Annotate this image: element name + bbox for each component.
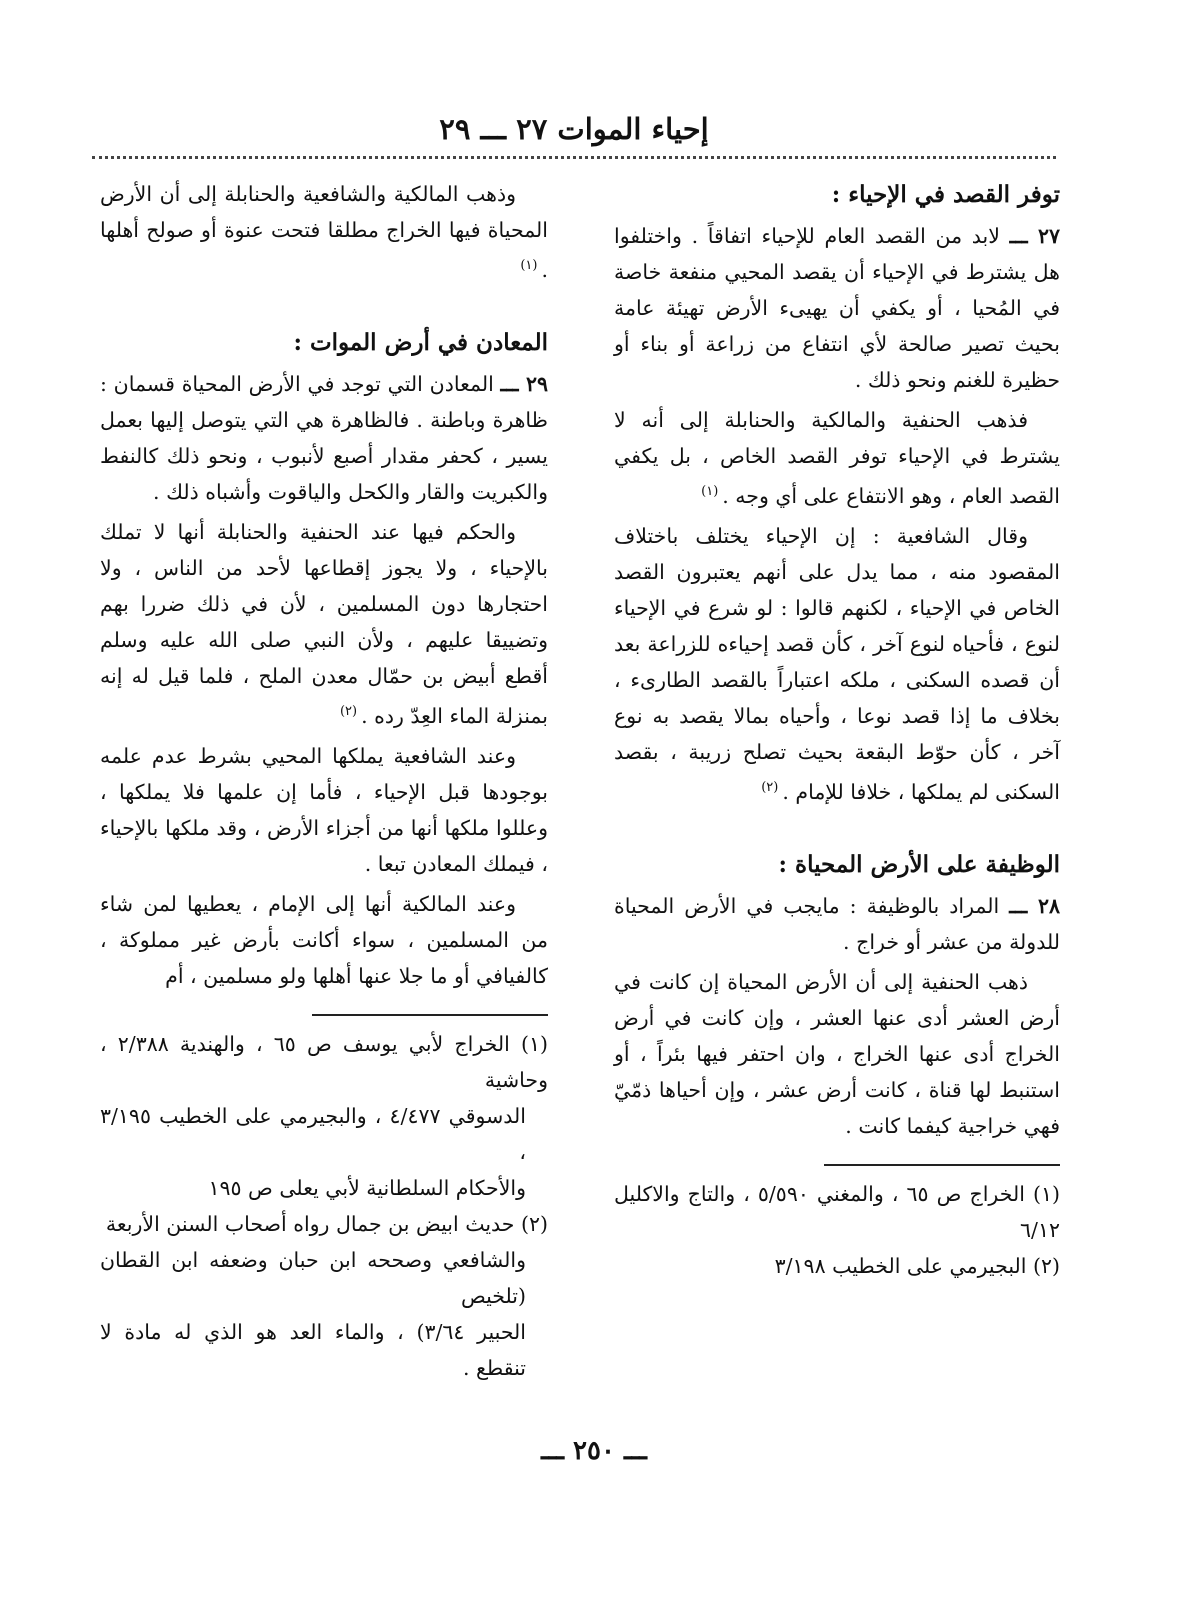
- paragraph-minerals-ruling: [100, 514, 548, 734]
- section-heading-tax: الوظيفة على الأرض المحياة :: [778, 850, 1060, 878]
- paragraph-shafii-view: [614, 518, 1060, 810]
- footnote-rule-right: [824, 1164, 1060, 1166]
- footnote-ref-left-2: (٢): [339, 703, 358, 719]
- header-dotted-rule: [92, 156, 1056, 159]
- paragraph-hanafi-view-text: فذهب الحنفية والمالكية والحنابلة إلى أنه لا يشترط في الإحياء توفر القصد الخاص ، بل يكفي القصد العام ، وهو الانتفاع على أي وجه .: [614, 408, 1060, 508]
- page-number: ـــ ٢٥٠ ـــ: [541, 1436, 647, 1466]
- paragraph-shafii-minerals: وعند الشافعية يملكها المحيي بشرط عدم علمه بوجودها قبل الإحياء ، فأما إن علمها فلا يملكها ، وعللوا ملكها أنها من أجزاء الأرض ، وقد ملكها بالإحياء ، فيملك المعادن تبعا .: [100, 743, 548, 876]
- footnote-left-2a: (٢) حديث ابيض بن جمال رواه أصحاب السنن الأربعة: [105, 1211, 548, 1236]
- item-number-29: ٢٩ ـــ: [500, 371, 548, 396]
- item-number-27: ٢٧ ـــ: [1009, 224, 1060, 248]
- paragraph-28-text: المراد بالوظيفة : مايجب في الأرض المحياة للدولة من عشر أو خراج .: [614, 893, 1060, 954]
- paragraph-maliki-minerals: وعند المالكية أنها إلى الإمام ، يعطيها لمن شاء من المسلمين ، سواء أكانت بأرض غير مملوكة ، كالفيافي أو ما جلا عنها أهلها ولو مسلمين ، أم: [100, 891, 548, 988]
- section-heading-intent: توفر القصد في الإحياء :: [831, 181, 1060, 208]
- footnote-ref-1: (١): [701, 484, 719, 499]
- paragraph-29: [100, 366, 548, 510]
- footnote-ref-2: (٢): [761, 779, 779, 795]
- footnote-left-2c: الحبير ٣/٦٤) ، والماء العد هو الذي له مادة لا تنقطع .: [100, 1319, 527, 1380]
- paragraph-maliki-tax-text: وذهب المالكية والشافعية والحنابلة إلى أن الأرض المحياة فيها الخراج مطلقا فتحت عنوة أو صولح أهلها .: [100, 182, 548, 282]
- footnote-left-2b: والشافعي وصححه ابن حبان وضعفه ابن القطان (تلخيص: [100, 1247, 526, 1308]
- footnote-right-1: (١) الخراج ص ٦٥ ، والمغني ٥/٥٩٠ ، والتاج والاكليل ٦/١٢: [614, 1181, 1060, 1242]
- paragraph-shafii-view-text: وقال الشافعية : إن الإحياء يختلف باختلاف المقصود منه ، مما يدل على أنهم يعتبرون القصد الخاص في الإحياء ، لكنهم قالوا : لو شرع في الإحياء لنوع ، فأحياه لنوع آخر ، كأن قصد إحياءه للزراعة بعد أن قصده السكنى ، ملكه اعتباراً بالقصد الطارىء ، بخلاف ما إذا قصد نوعا ، وأحياه بمالا يقصد به نوع آخر ، كأن حوّط البقعة بحيث تصلح زريبة ، بقصد السكنى لم يملكها ، خلافا للإمام .: [614, 523, 1060, 804]
- item-number-28: ٢٨ ـــ: [1009, 893, 1060, 918]
- footnote-left-1b: الدسوقي ٤/٤٧٧ ، والبجيرمي على الخطيب ٣/١٩٥ ،: [100, 1103, 527, 1164]
- footnote-right-2: (٢) البجيرمي على الخطيب ٣/١٩٨: [774, 1253, 1060, 1278]
- paragraph-minerals-ruling-text: والحكم فيها عند الحنفية والحنابلة أنها لا تملك بالإحياء ، ولا يجوز إقطاعها لأحد من الناس ، ولا احتجارها دون المسلمين ، لأن في ذلك ضررا بهم وتضييقا عليهم ، ولأن النبي صلى الله عليه وسلم أقطع أبيض بن حمّال معدن الملح ، فلما قيل له إنه بمنزلة الماء العِدّ رده .: [100, 519, 548, 728]
- paragraph-maliki-tax: [100, 176, 548, 288]
- paragraph-29-text: المعادن التي توجد في الأرض المحياة قسمان : ظاهرة وباطنة . فالظاهرة هي التي يتوصل إليها بعمل يسير ، كحفر مقدار أصبع لأنبوب ، ونحو ذلك كالنفط والكبريت والقار والكحل والياقوت وأشباه ذلك .: [100, 371, 548, 504]
- paragraph-27-text: لابد من القصد العام للإحياء اتفاقاً . واختلفوا هل يشترط في الإحياء أن يقصد المحيي منفعة خاصة في المُحيا ، أو يكفي أن يهيىء الأرض تهيئة عامة بحيث تصير صالحة لأي انتفاع من زراعة أو بناء أو حظيرة للغنم ونحو ذلك .: [614, 224, 1060, 392]
- paragraph-28: [614, 888, 1060, 960]
- paragraph-27: [614, 218, 1060, 398]
- right-column: [614, 176, 1060, 1284]
- paragraph-hanafi-view: [614, 402, 1060, 514]
- footnote-left-1c: والأحكام السلطانية لأبي يعلى ص ١٩٥: [208, 1175, 526, 1200]
- footnote-left-1a: (١) الخراج لأبي يوسف ص ٦٥ ، والهندية ٢/٣٨٨ ، وحاشية: [100, 1031, 548, 1092]
- section-heading-minerals: المعادن في أرض الموات :: [293, 328, 548, 356]
- footnote-rule-left: [312, 1014, 548, 1016]
- footnote-ref-left-1: (١): [520, 258, 538, 273]
- left-column: [100, 176, 548, 1386]
- paragraph-hanafi-tax: ذهب الحنفية إلى أن الأرض المحياة إن كانت في أرض العشر أدى عنها العشر ، وإن كانت في أرض الخراج أدى عنها الخراج ، وان احتفر فيها بئراً ، أو استنبط لها قناة ، كانت أرض عشر ، وإن أحياها ذمّيّ فهي خراجية كيفما كانت .: [614, 969, 1060, 1138]
- running-header: إحياء الموات ٢٧ ـــ ٢٩: [439, 112, 709, 146]
